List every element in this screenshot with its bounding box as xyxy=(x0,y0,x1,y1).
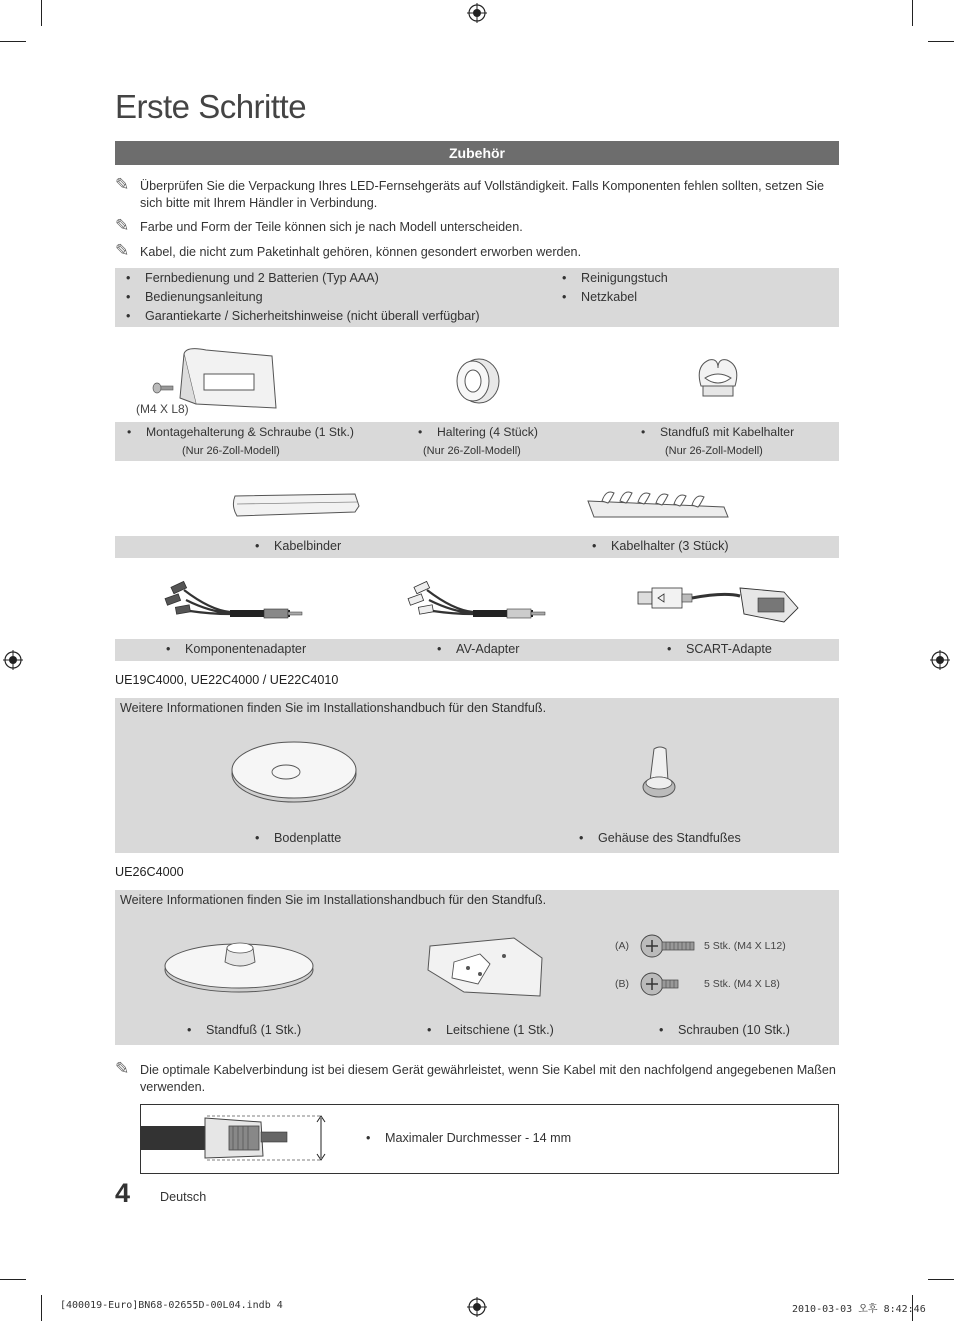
list-item: • Komponentenadapter xyxy=(185,642,306,656)
accessory-row xyxy=(115,536,839,558)
model-heading: UE26C4000 xyxy=(115,865,184,879)
pencil-icon: ✎ xyxy=(115,1059,130,1078)
screw-b-icon xyxy=(640,971,680,997)
list-item-note: (Nur 26-Zoll-Modell) xyxy=(182,445,280,457)
list-item: • Gehäuse des Standfußes xyxy=(598,831,741,845)
model-heading: UE19C4000, UE22C4000 / UE22C4010 xyxy=(115,673,339,687)
list-item: • AV-Adapter xyxy=(456,642,519,656)
section-header: Zubehör xyxy=(115,141,839,165)
list-item: • Fernbedienung und 2 Batterien (Typ AAA) xyxy=(145,271,379,285)
list-item: • Bedienungsanleitung xyxy=(145,290,263,304)
cable-tie-icon xyxy=(231,492,361,518)
screw-size-label: (M4 X L8) xyxy=(136,402,189,416)
screw-tag: (A) xyxy=(615,940,629,952)
list-item: • Bodenplatte xyxy=(274,831,341,845)
list-item-note: (Nur 26-Zoll-Modell) xyxy=(665,445,763,457)
pencil-icon: ✎ xyxy=(115,175,130,194)
list-item: • Haltering (4 Stück) xyxy=(437,425,538,439)
pencil-icon: ✎ xyxy=(115,216,130,235)
page-number: 4 xyxy=(115,1178,131,1208)
guide-rail-icon xyxy=(424,934,548,998)
print-file-info: [400019-Euro]BN68-02655D-00L04.indb 4 xyxy=(60,1300,283,1311)
list-item: • Leitschiene (1 Stk.) xyxy=(446,1023,554,1037)
component-adapter-icon xyxy=(160,580,308,626)
note xyxy=(115,216,839,236)
screw-tag: (B) xyxy=(615,978,629,990)
crop-mark xyxy=(41,0,42,26)
crop-mark xyxy=(928,41,954,42)
list-item: • SCART-Adapte xyxy=(686,642,772,656)
crop-mark xyxy=(41,1295,42,1321)
list-item: • Montagehalterung & Schraube (1 Stk.) xyxy=(146,425,354,439)
list-item: • Reinigungstuch xyxy=(581,271,668,285)
note xyxy=(115,241,839,261)
stand-base-plate-icon xyxy=(230,740,360,804)
note-text: Die optimale Kabelverbindung ist bei diesem Gerät gewährleistet, wenn Sie Kabel mit den nachfolgend angegebenen Maßen verwenden. xyxy=(140,1063,836,1094)
holder-ring-icon xyxy=(453,356,501,406)
list-item: • Garantiekarte / Sicherheitshinweise (nicht überall verfügbar) xyxy=(145,309,480,323)
registration-mark-icon xyxy=(3,650,23,670)
list-item: • Maximaler Durchmesser - 14 mm xyxy=(385,1131,571,1145)
list-item: • Kabelhalter (3 Stück) xyxy=(611,539,729,553)
page-language: Deutsch xyxy=(160,1190,207,1204)
registration-mark-icon xyxy=(467,3,487,23)
stand-info: Weitere Informationen finden Sie im Installationshandbuch für den Standfuß. xyxy=(120,893,547,907)
cable-diameter-icon xyxy=(141,1112,331,1164)
registration-mark-icon xyxy=(467,1297,487,1317)
av-adapter-icon xyxy=(403,580,551,626)
stand-cable-holder-icon xyxy=(695,356,741,402)
screw-a-icon xyxy=(640,933,696,959)
list-item: • Kabelbinder xyxy=(274,539,341,553)
list-item-note: (Nur 26-Zoll-Modell) xyxy=(423,445,521,457)
crop-mark xyxy=(912,0,913,26)
list-item: • Standfuß (1 Stk.) xyxy=(206,1023,301,1037)
screw-icon xyxy=(152,382,174,394)
list-item: • Standfuß mit Kabelhalter xyxy=(660,425,794,439)
stand-info: Weitere Informationen finden Sie im Installationshandbuch für den Standfuß. xyxy=(120,701,547,715)
print-date-info: 2010-03-03 오후 8:42:46 xyxy=(792,1304,926,1315)
note-text: Farbe und Form der Teile können sich je nach Modell unterscheiden. xyxy=(140,220,523,234)
stand-box xyxy=(115,698,839,853)
stand-housing-icon xyxy=(640,745,678,801)
scart-adapter-icon xyxy=(634,582,800,626)
note xyxy=(115,1059,839,1096)
crop-mark xyxy=(0,1279,26,1280)
screw-count: 5 Stk. (M4 X L8) xyxy=(704,978,780,990)
note xyxy=(115,175,839,212)
cable-holder-icon xyxy=(586,487,730,523)
pencil-icon: ✎ xyxy=(115,241,130,260)
registration-mark-icon xyxy=(930,650,950,670)
note-text: Überprüfen Sie die Verpackung Ihres LED-Fernsehgeräts auf Vollständigkeit. Falls Komponenten fehlen sollten, setzen Sie sich bitte mit Ihrem Händler in Verbindung. xyxy=(140,179,824,210)
list-item: • Schrauben (10 Stk.) xyxy=(678,1023,790,1037)
list-item: • Netzkabel xyxy=(581,290,637,304)
wall-mount-bracket-icon xyxy=(176,346,280,412)
screw-count: 5 Stk. (M4 X L12) xyxy=(704,940,786,952)
crop-mark xyxy=(928,1279,954,1280)
page-title: Erste Schritte xyxy=(115,88,307,125)
note-text: Kabel, die nicht zum Paketinhalt gehören, können gesondert erworben werden. xyxy=(140,245,582,259)
stand-icon xyxy=(163,938,315,996)
crop-mark xyxy=(0,41,26,42)
